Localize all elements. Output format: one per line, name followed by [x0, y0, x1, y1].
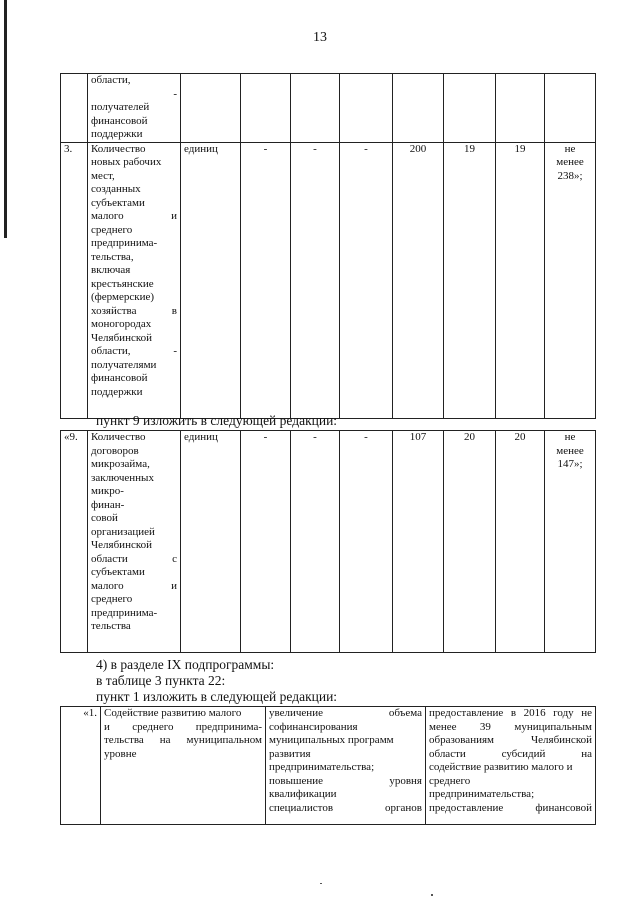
indicators-table-top — [60, 73, 596, 419]
cell-value: - — [291, 142, 340, 418]
text-line: тельства — [91, 620, 131, 632]
cell-value: - — [291, 431, 340, 653]
cell-num: «9. — [61, 431, 88, 653]
text-line: предпринима- — [91, 606, 158, 619]
text-line: заключенных — [91, 471, 154, 484]
cell-unit: единиц — [181, 431, 241, 653]
text-line: области с — [91, 552, 177, 565]
text-line: Количество — [91, 431, 146, 443]
text-line: крестьянские — [91, 277, 154, 290]
page-number: 13 — [313, 30, 327, 45]
text-line: не — [564, 142, 576, 155]
cell-indicator — [426, 707, 596, 825]
text-line: тельства на муниципальном — [104, 734, 262, 746]
text-line: мест, — [91, 169, 115, 182]
text-line: совой — [91, 512, 118, 524]
cell-value: 20 — [444, 431, 496, 653]
text-line: предпринимательства; — [269, 761, 375, 773]
cell-name — [88, 431, 181, 653]
cell-measure — [101, 707, 266, 825]
text-line: среднего — [429, 774, 471, 787]
text-line: финан- — [91, 498, 125, 511]
text-line: среднего — [91, 223, 133, 236]
text-line: Челябинской — [91, 539, 153, 551]
text-line: организацией — [91, 525, 155, 538]
text-line: получателями — [91, 358, 157, 371]
text-line: финансовой — [91, 114, 148, 127]
text-line: менее — [556, 444, 584, 457]
cell-num: 3. — [61, 142, 88, 418]
text-line: (фермерские) — [91, 291, 155, 303]
cell-value: - — [241, 142, 291, 418]
text-line: среднего — [91, 593, 133, 605]
text-line: предпринимательства; — [429, 788, 535, 800]
table-row — [61, 74, 596, 143]
cell-total — [545, 142, 596, 418]
table-row — [61, 707, 596, 825]
text-line: малого и — [91, 210, 177, 222]
text-line: субъектами — [91, 566, 145, 578]
paragraph: пункт 9 изложить в следующей редакции: — [96, 413, 338, 428]
text-line: хозяйства в — [91, 304, 177, 317]
text-line: содействие развитию малого и — [429, 761, 573, 773]
cell-value: 107 — [393, 431, 444, 653]
text-line: микро- — [91, 485, 124, 497]
text-line: поддержки — [91, 385, 143, 398]
text-line: субъектами — [91, 196, 145, 209]
text-line: софинансирования — [269, 720, 358, 733]
text-line: включая — [91, 264, 131, 276]
text-line: созданных — [91, 183, 141, 195]
cell-value: 200 — [393, 142, 444, 418]
text-line: поддержки — [91, 128, 143, 140]
text-line: Челябинской — [91, 331, 153, 344]
text-line: - — [173, 87, 177, 100]
measures-table — [60, 706, 596, 825]
text-line: не — [564, 431, 576, 443]
text-line: развития — [269, 747, 311, 760]
text-line: финансовой — [91, 372, 148, 384]
cell-result — [266, 707, 426, 825]
text-line: моногородах — [91, 318, 152, 330]
cell-value: - — [340, 431, 393, 653]
text-line: тельства, — [91, 250, 134, 263]
cell-name — [88, 142, 181, 418]
text-line: менее — [556, 156, 584, 168]
text-line: области, — [91, 74, 131, 86]
text-line: муниципальных программ — [269, 734, 394, 746]
text-line: области субсидий на — [429, 747, 592, 760]
paragraph: 4) в разделе IX подпрограммы: — [96, 657, 275, 672]
text-line: Содействие развитию малого — [104, 707, 242, 719]
text-line: квалификации — [269, 788, 337, 800]
text-line: предпринима- — [91, 237, 158, 249]
cell-total — [545, 431, 596, 653]
text-line: уровне — [104, 747, 137, 760]
text-line: новых рабочих — [91, 156, 162, 168]
table-row — [61, 142, 596, 418]
cell-value: 19 — [496, 142, 545, 418]
text-line: образованиям Челябинской — [429, 734, 592, 746]
cell-value: - — [241, 431, 291, 653]
table-row — [61, 431, 596, 653]
cell-name — [88, 74, 181, 143]
cell-value: - — [340, 142, 393, 418]
paragraph: пункт 1 изложить в следующей редакции: — [96, 689, 338, 704]
text-line: повышение уровня — [269, 774, 422, 787]
paragraph: в таблице 3 пункта 22: — [96, 673, 226, 688]
indicators-table-middle — [60, 430, 596, 653]
cell-unit: единиц — [181, 142, 241, 418]
text-line: увеличение объема — [269, 707, 422, 719]
text-line: 238»; — [557, 169, 583, 182]
text-line: предоставление финансовой — [429, 801, 592, 814]
cell-value: 19 — [444, 142, 496, 418]
text-line: менее 39 муниципальным — [429, 720, 592, 733]
text-line: области, - — [91, 345, 177, 357]
text-line: микрозайма, — [91, 458, 150, 470]
text-line: договоров — [91, 444, 139, 457]
cell-num — [61, 74, 88, 143]
text-line: предоставление в 2016 году не — [429, 707, 592, 719]
text-line: 147»; — [557, 458, 583, 470]
cell-value: 20 — [496, 431, 545, 653]
scan-speck — [320, 883, 322, 884]
text-line: Количество — [91, 142, 146, 155]
text-line: специалистов органов — [269, 801, 422, 814]
text-line: получателей — [91, 101, 150, 113]
scan-speck — [431, 894, 433, 896]
text-line: малого и — [91, 579, 177, 592]
cell-num: «1. — [61, 707, 101, 825]
text-line: и среднего предпринима- — [104, 720, 262, 733]
